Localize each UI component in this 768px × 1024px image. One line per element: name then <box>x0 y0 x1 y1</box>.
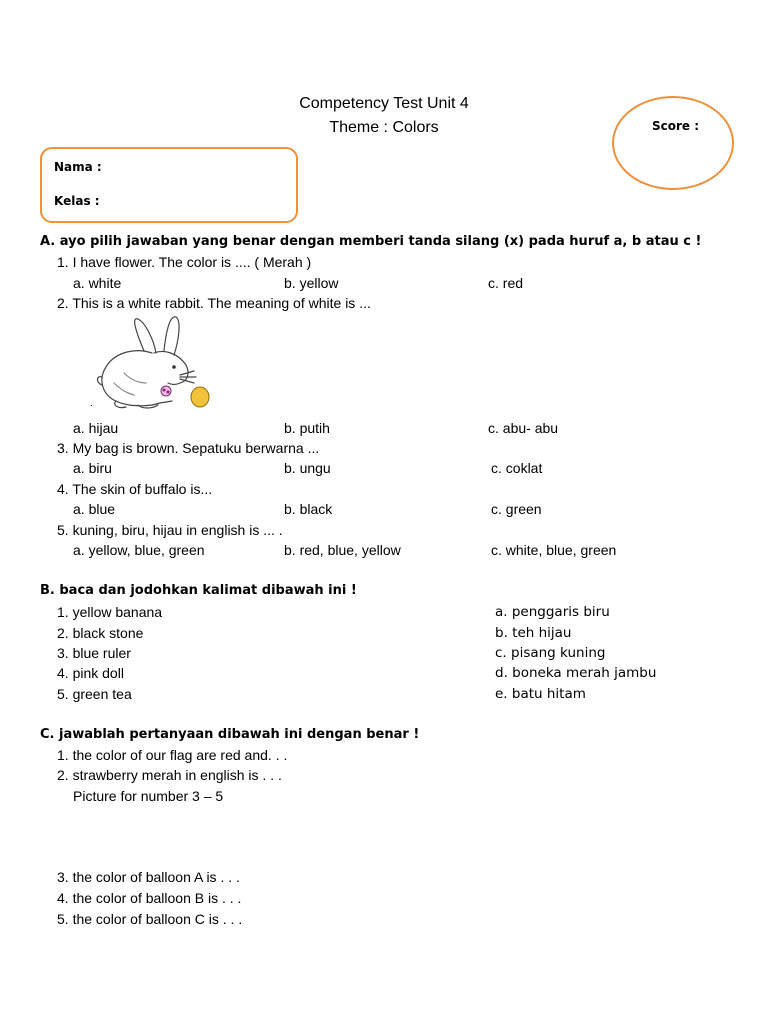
section-b-heading: B. baca dan jodohkan kalimat dibawah ini ! <box>40 583 357 598</box>
match-right-d: d. boneka merah jambu <box>495 665 657 681</box>
match-right-e: e. batu hitam <box>495 686 586 702</box>
section-a-heading: A. ayo pilih jawaban yang benar dengan memberi tanda silang (x) pada huruf a, b atau c ! <box>40 234 702 249</box>
option-a1-b: b. yellow <box>284 275 339 291</box>
match-left-3: 3. blue ruler <box>57 645 131 661</box>
option-a2-a: a. hijau <box>73 420 119 436</box>
option-a3-b: b. ungu <box>284 460 331 476</box>
question-c3: 3. the color of balloon A is . . . <box>57 869 240 885</box>
match-left-2: 2. black stone <box>57 625 144 641</box>
option-a4-c: c. green <box>491 501 542 517</box>
score-label: Score : <box>652 119 700 133</box>
option-a5-b: b. red, blue, yellow <box>284 542 401 558</box>
match-right-a: a. penggaris biru <box>495 604 610 620</box>
option-a1-a: a. white <box>73 275 122 291</box>
option-a1-c: c. red <box>488 275 524 291</box>
match-right-b: b. teh hijau <box>495 625 572 641</box>
question-a5: 5. kuning, biru, hijau in english is ... . <box>57 522 283 538</box>
match-left-5: 5. green tea <box>57 686 132 702</box>
question-a1: 1. I have flower. The color is .... ( Merah ) <box>57 254 312 270</box>
name-label: Nama : <box>54 160 102 174</box>
option-a2-c: c. abu- abu <box>488 420 559 436</box>
page-subtitle: Theme : Colors <box>329 119 439 136</box>
white-rabbit-image <box>94 313 220 413</box>
option-a2-b: b. putih <box>284 420 330 436</box>
option-a4-a: a. blue <box>73 501 116 517</box>
question-c4: 4. the color of balloon B is . . . <box>57 890 242 906</box>
question-a3: 3. My bag is brown. Sepatuku berwarna ... <box>57 440 320 456</box>
question-a2: 2. This is a white rabbit. The meaning of white is ... <box>57 295 371 311</box>
question-c2: 2. strawberry merah in english is . . . <box>57 767 282 783</box>
option-a4-b: b. black <box>284 501 333 517</box>
option-a3-c: c. coklat <box>491 460 543 476</box>
question-c1: 1. the color of our flag are red and. . . <box>57 747 288 763</box>
image-caption-dot: . <box>90 398 93 409</box>
score-box <box>612 96 734 190</box>
match-right-c: c. pisang kuning <box>495 645 606 661</box>
page-title: Competency Test Unit 4 <box>299 95 469 112</box>
question-c5: 5. the color of balloon C is . . . <box>57 911 243 927</box>
match-left-1: 1. yellow banana <box>57 604 163 620</box>
match-left-4: 4. pink doll <box>57 665 124 681</box>
option-a5-c: c. white, blue, green <box>491 542 617 558</box>
picture-note: Picture for number 3 – 5 <box>73 788 224 804</box>
option-a5-a: a. yellow, blue, green <box>73 542 205 558</box>
option-a3-a: a. biru <box>73 460 112 476</box>
student-id-box <box>40 147 298 223</box>
question-a4: 4. The skin of buffalo is... <box>57 481 213 497</box>
class-label: Kelas : <box>54 194 100 208</box>
section-c-heading: C. jawablah pertanyaan dibawah ini dengan benar ! <box>40 727 420 742</box>
